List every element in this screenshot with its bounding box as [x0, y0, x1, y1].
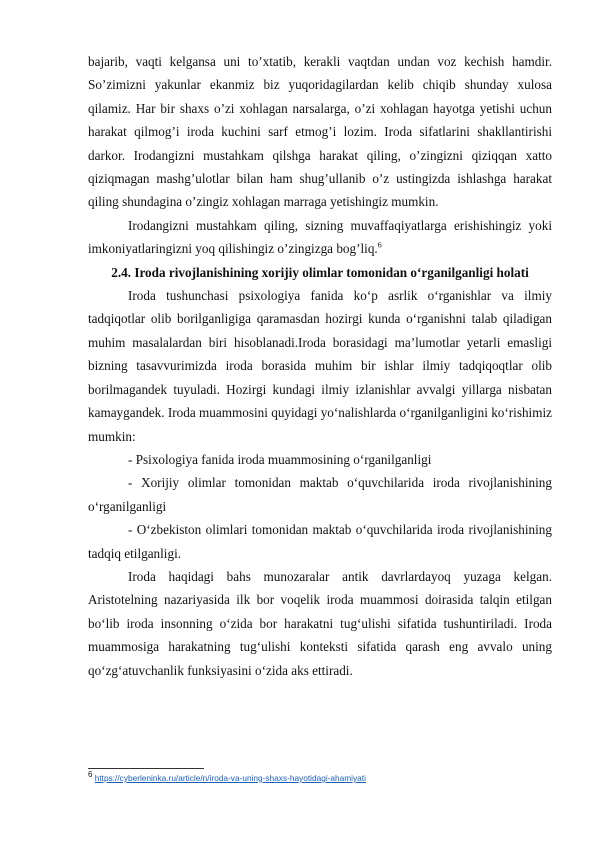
footnote-mark: 6 [88, 770, 93, 780]
paragraph-summary-text: Irodangizni mustahkam qiling, sizning muvaffaqiyatlarga erishishingiz yoki imkoniyatlaringizni yoq qilishingiz o’zingizga bog’liq. [88, 217, 552, 257]
footnote-link[interactable]: https://cyberleninka.ru/article/n/iroda-va-uning-shaxs-hayotidagi-ahamiyati [94, 773, 366, 783]
footnote-reference[interactable]: 6 [377, 240, 382, 250]
list-item-psychology: - Psixologiya fanida iroda muammosining oʻrganilganligi [128, 451, 432, 467]
document-body [88, 50, 552, 682]
paragraph-aristotle: Iroda haqidagi bahs munozaralar antik davrlardayoq yuzaga kelgan. Aristotelning nazariyasida ilk bor voqelik iroda muammosi doirasida talqin etilgan boʻlib iroda insonning oʻzida bor harakatni tugʻulishi sifatida tushuntiriladi. Iroda muammosiga harakatning tugʻulishi konteksti sifatida qarash eng avvalo uning qoʻzgʻatuvchanlik funksiyasini oʻzida aks ettiradi. [88, 568, 552, 678]
paragraph-summary [88, 214, 552, 261]
paragraph-intro: Iroda tushunchasi psixologiya fanida koʻp asrlik oʻrganishlar va ilmiy tadqiqotlar olib borilganligiga qaramasdan hozirgi kunda oʻrganishni talab qiladigan muhim masalalardan biri hisoblanadi.Iroda borasidagi ma’lumotlar yetarli emasligi bizning tasavvurimizda iroda borasida muhim bir ishlar ilmiy tadqiqoqtlar olib borilmagandek tuyuladi. Hozirgi kundagi ilmiy izlanishlar avvalgi yillarga nisbatan kamaygandek. Iroda muammosini quyidagi yoʻnalishlarda oʻrganilganligini koʻrishimiz mumkin: [88, 288, 552, 444]
footnote-divider [88, 768, 204, 769]
paragraph-conclusion: bajarib, vaqti kelgansa uni to’xtatib, kerakli vaqtdan undan voz kechish hamdir. So’zimizni yakunlar ekanmiz biz yuqoridagilardan kelib chiqib shunday xulosa qilamiz. Har bir shaxs o’zi xohlagan narsalarga, o’zi xohlagan hayotga yetishi uchun harakat qilmog’i iroda kuchini sarf etmog’i lozim. Iroda sifatlarini shakllantirishi darkor. Irodangizni mustahkam qilshga harakat qiling, o’zingizni qiziqqan xatto qiziqmagan mashg’ulotlar bilan ham shug’ullanib o’z ustingizda ishlashga harakat qiling shundagina o’zingiz xohlagan marraga yetishingiz mumkin. [88, 54, 552, 210]
footnote [88, 772, 366, 784]
section-heading: 2.4. Iroda rivojlanishining xorijiy olimlar tomonidan oʻrganilganligi holati [111, 264, 529, 280]
list-item-uzbek-scholars: - Oʻzbekiston olimlari tomonidan maktab oʻquvchilarida iroda rivojlanishining tadqiq etilganligi. [88, 522, 552, 561]
list-item-foreign-scholars: - Xorijiy olimlar tomonidan maktab oʻquvchilarida iroda rivojlanishining oʻrganilganligi [88, 475, 552, 514]
